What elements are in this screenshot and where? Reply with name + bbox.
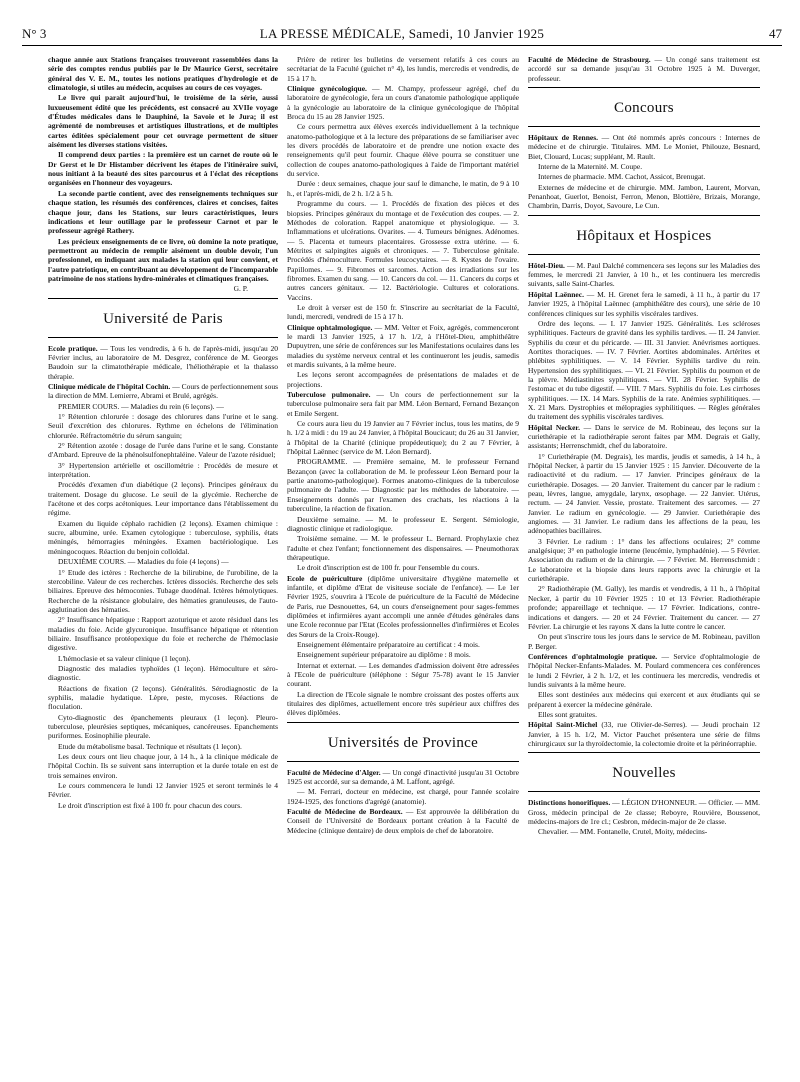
section-heading-hopitaux: Hôpitaux et Hospices — [576, 227, 712, 244]
paragraph: L'hémoclasie et sa valeur clinique (1 leçon). — [58, 653, 191, 663]
paragraph: Les deux cours ont lieu chaque jour, à 14 h., à la clinique médicale de l'hôpital Cochin. Ils se suivent sans interruption et la durée totale en est de trois semaines environ. — [48, 752, 278, 780]
news-item-title: Clinique gynécologique. — [287, 84, 367, 94]
paragraph: Internat et externat. — Les demandes d'admission doivent être adressées à l'Ecole de puériculture (téléphone : Ségur 75-78) avant le 15 Janvier courant. — [287, 660, 519, 689]
paragraph: La seconde partie contient, avec des renseignements techniques sur chaque station, les résumés des conférences, claires et concises, faites chaque jour, dans les Stations, sur leurs caractéristiques, leurs indications et leur outillage par le professeur Carnot et par le professeur agrégé Rathery. — [48, 188, 278, 236]
paragraph: 2° Insuffisance hépatique : Rapport azoturique et azote résiduel dans les maladies du foie. Acide glycuronique. Insuffisance hépatique et rétention biliaire. Insuffisance protéopexique du foie et recherche de l'hémoclasie digestive. — [48, 615, 278, 653]
section-heading-nouvelles: Nouvelles — [612, 765, 676, 782]
news-item-body: — Est approuvée la délibération du Conseil de l'Université de Bordeaux portant création à la Faculté de Médecine (clinique dentaire) de deux emplois de chef de laboratoire. — [287, 807, 519, 835]
paragraph: Le livre qui paraît aujourd'hui, le troisième de la série, aussi luxueusement édité que les précédents, est consacré au XVIIe voyage d'Études médicales dans le Dauphiné, la Savoie et le Jura; il est agrémenté de nombreuses et artistiques illustrations, et de multiples cartes éditées spécialement pour cet ouvrage permettent de situer aisément les diverses stations visitées. — [48, 93, 278, 150]
paragraph: chaque année aux Stations françaises trouveront rassemblées dans la série des comptes rendus publiés par le Dr Maurice Gerst, secrétaire général des V. E. M., toutes les notions pratiques d'hydrologie et de climatologie, si utiles au médecin, acquises au cours de ces voyages. — [48, 55, 278, 93]
paragraph: 3° Hypertension artérielle et oscillométrie : Procédés de mesure et interprétation. — [48, 460, 278, 480]
paragraph: — M. Ferrari, docteur en médecine, est chargé, pour l'année scolaire 1924-1925, des fonctions d'agrégé (anatomie). — [287, 787, 519, 806]
paragraph: DEUXIÈME COURS. — Maladies du foie (4 leçons) — — [58, 557, 229, 567]
news-item-title: Hôtel-Dieu. — [528, 260, 565, 270]
paragraph: Elles sont gratuites. — [538, 709, 597, 719]
page-header — [22, 0, 782, 40]
paragraph: Internes de pharmacie. MM. Cachot, Assicot, Brenugat. — [538, 172, 706, 182]
section-heading-concours: Concours — [614, 100, 674, 117]
paragraph: Les leçons seront accompagnées de présentations de malades et de projections. — [287, 370, 519, 389]
news-item-title: Ecole pratique. — [48, 343, 98, 353]
paragraph: Examen du liquide céphalo rachidien (2 leçons). Examen chimique : sucre, albumine, urée. Examen cytologique : tuberculose, syphilis, états méningés, hémorragies méningées. Examen bactériologique. Les méningocoques. Réaction du benjoin colloïdal. — [48, 518, 278, 556]
news-item-bordeaux — [287, 807, 519, 835]
news-item-title: Hôpital Saint-Michel — [528, 720, 598, 730]
journal-title: LA PRESSE MÉDICALE, Samedi, 10 Janvier 1925 — [259, 26, 545, 41]
news-item-body: — Cours de perfectionnement sous la direction de MM. Lemierre, Abrami et Brulé, agrégés. — [48, 381, 278, 401]
news-item-body: — MM. Velter et Foix, agrégés, commenceront le mardi 13 Janvier 1925, à 17 h. 1/2, à l'Hôtel-Dieu, amphithéâtre Dupuytren, une série de conférences sur les Manifestations oculaires dans les maladies du système nerveux central et les continueront les jeudis, samedis et mardis suivants, à la même heure. — [287, 322, 519, 369]
paragraph: PROGRAMME. — Première semaine, M. le professeur Fernand Bezançon (avec la collaboration de M. le professeur Léon Bernard pour la partie anatomo-pathologique). Formes anatomo-cliniques de la tuberculose pulmonaire de l'adulte. — Diagnostic par les méthodes de laboratoire. — Enseignements donnés par l'examen des crachats, les réactions à la tuberculine, la réaction de fixation. — [287, 457, 519, 514]
paragraph: Le cours commencera le lundi 12 Janvier 1925 et seront terminés le 4 Février. — [48, 781, 278, 800]
news-item-gynecologique — [287, 84, 519, 121]
news-item-body: — Un congé d'inactivité jusqu'au 31 Octobre 1925 est accordé, sur sa demande, à M. Laffont, agrégé. — [287, 767, 519, 787]
paragraph: Cyto-diagnostic des épanchements pleuraux (1 leçon). Pleuro-tuberculose, pleurésies septiques, mécaniques, cancéreuses. Epanchements puriformes. Eosinophilie pleurale. — [48, 712, 278, 741]
paragraph: 1° Curiethérapie (M. Degrais), les mardis, jeudis et samedis, à 14 h., à l'hôpital Necker, à partir du 15 Janvier 1925 : 15 Janvier. Découverte de la radioactivité et du radium. — 17 Janvier. Principes généraux de la curiethérapie. Dosages. — 20 Janvier. Traitement du cancer par le radium : peau, lèvres, langue, amygdale, larynx, œsophage. — 22 Janvier. Utérus, rectum. — 24 Janvier. Vessie, prostate. Traitement des sarcomes. — 27 Janvier. Le radium en gynécologie. — 29 Janvier. Curiethérapie des angiomes. — 31 Janvier. Le radium dans les affections de la peau, les adénopathies bacillaires. — [528, 451, 760, 536]
paragraph: PREMIER COURS. — Maladies du rein (6 leçons). — — [58, 401, 224, 411]
paragraph: 1° Etude des ictères : Recherche de la bilirubine, de l'urobiline, de la stercobiline. Valeur de ces recherches. Ictères dissociés. Recherche des sels biliaires. Epreuve des hémoconies. Tubage duodénal. Ictères hémolytiques. Recherche de la résistance globulaire, des hématies granuleuses, de l'auto-agglutination des hématies. — [48, 567, 278, 614]
paragraph: Le droit à verser est de 150 fr. S'inscrire au secrétariat de la Faculté, lundi, mercredi, vendredi de 15 à 17 h. — [287, 302, 519, 322]
page-number: 47 — [769, 26, 782, 41]
divider — [48, 298, 278, 299]
paragraph: Diagnostic des maladies typhoïdes (1 leçon). Hémoculture et séro-diagnostic. — [48, 663, 278, 683]
divider — [528, 752, 760, 753]
news-item-body: (diplôme universitaire d'hygiène maternelle et infantile, et diplôme d'Etat de visiteuse sociale de l'enfance). — Le 1er Février 1925, s'ouvrira à l'Ecole de puériculture de la Faculté de Médecine de Paris, rue Desnouettes, 64, un cours d'enseignement pour sages-femmes diplômées et infirmières ayant accompli une année d'études générales dans une Ecole reconnue par l'Etat (Ecoles professionnelles d'infirmières et Ecoles des Sœurs de la Croix-Rouge). — [287, 573, 519, 639]
paragraph: Prière de retirer les bulletins de versement relatifs à ces cours au secrétariat de la Faculté (guichet n° 4), les lundis, mercredis et vendredis, de 15 à 17 h. — [287, 55, 519, 83]
paragraph: Ce cours aura lieu du 19 Janvier au 7 Février inclus, tous les matins, de 9 h. 1/2 à midi : du 19 au 24 Janvier, à l'hôpital Boucicaut; du 26 au 31 Janvier, à l'hôpital de la Charité (clinique propédeutique); du 2 au 7 Février, à l'hôpital Laënnec (service de M. Léon Bernard). — [287, 419, 519, 457]
paragraph: 1° Rétention chlorurée : dosage des chlorures dans l'urine et le sang. Seuil d'excrétion des chlorures. Rythme en échelons de l'élimination chlorurée. Réfractométrie du sérum sanguin; — [48, 412, 278, 440]
news-item-title: Conférences d'ophtalmologie pratique. — [528, 651, 658, 661]
paragraph: Deuxième semaine. — M. le professeur E. Sergent. Sémiologie, diagnostic clinique et radiologique. — [287, 514, 519, 533]
paragraph: La direction de l'Ecole signale le nombre croissant des postes offerts aux titulaires des diplômes, actuellement encore très supérieur aux chiffres des élèves diplômées. — [287, 689, 519, 718]
column-3 — [528, 55, 760, 1077]
news-item-ecole-pratique — [48, 344, 278, 381]
paragraph: 2° Radiothérapie (M. Gally), les mardis et vendredis, à 11 h., à l'hôpital Necker, à partir du 10 Février 1925 : 10 et 13 Février. Radiothérapie profonde; appareillage et technique. — 17 Février. Indications, contre-indications et dangers. — 20 et 24 Février. Traitement du cancer. — 27 Février. La chirurgie et les rayons X dans la lutte contre le cancer. — [528, 584, 760, 631]
issue-number: N° 3 — [22, 26, 47, 41]
news-item-hotel-dieu — [528, 261, 760, 289]
news-item-title: Hôpitaux de Rennes. — [528, 133, 599, 143]
section-heading-universite-paris: Université de Paris — [103, 310, 223, 327]
news-item-body: — M. H. Grenet fera le samedi, à 11 h., à partir du 17 Janvier 1925, à l'hôpital Laënnec (amphithéâtre des cours), une série de 10 conférences cliniques sur les syphilis viscérales tardives. — [528, 289, 760, 318]
news-item-title: Clinique ophtalmologique. — [287, 322, 373, 332]
paragraph: Les précieux enseignements de ce livre, où domine la note pratique, permettront au médecin de remplir aisément un double devoir, l'un professionnel, en indiquant aux malades la station qui leur convient, et l'autre patriotique, en contribuant au développement de l'incomparable patrimoine de nos stations hydro-minérales et climatiques françaises. — [48, 236, 278, 283]
news-item-conferences-ophtalmo — [528, 652, 760, 689]
column-1 — [48, 55, 278, 1077]
news-item-body: — LÉGION D'HONNEUR. — Officier. — MM. Gross, médecin principal de 2e classe; Reboyre, Rouvière, Boussenot, médecins-majors de 1re cl.; Cesbron, médecin-major de 2e classe. — [528, 798, 760, 826]
divider — [287, 761, 519, 762]
divider — [528, 126, 760, 127]
paragraph: Troisième semaine. — M. le professeur L. Bernard. Prophylaxie chez l'adulte et chez l'enfant; fonctionnement des dispensaires. — Pneumothorax thérapeutique. — [287, 534, 519, 562]
paragraph: Réactions de fixation (2 leçons). Généralités. Sérodiagnostic de la syphilis, maladie hydatique. Lèpre, peste, mycoses. Réactions de floculation. — [48, 683, 278, 712]
news-item-body: — Tous les vendredis, à 6 h. de l'après-midi, jusqu'au 20 Février inclus, au laboratoire de M. Desgrez, conférence de M. Georges Baudoin sur la climatothérapie médicale, l'héliothérapie et la thalasso thérapie. — [48, 343, 278, 381]
news-item-alger — [287, 768, 519, 787]
paragraph: Procédés d'examen d'un diabétique (2 leçons). Principes généraux du traitement. Dosage du glucose. Le seuil de la glycémie. Recherche de l'acétone et des corps acétoniques. Leur importance dans l'établissement du régime. — [48, 480, 278, 518]
news-item-saint-michel — [528, 720, 760, 748]
paragraph: Interne de la Maternité. M. Coupe. — [538, 162, 643, 172]
signature: G. P. — [233, 284, 248, 294]
news-item-body: — Dans le service de M. Robineau, des leçons sur la curiethérapie et la radiothérapie seront faites par MM. Degrais et Gally, assistants; Herrenschmidt, chef du laboratoire. — [528, 422, 760, 451]
news-item-title: Clinique médicale de l'hôpital Cochin. — [48, 381, 171, 391]
divider — [528, 87, 760, 88]
divider — [528, 254, 760, 255]
paragraph: Programme du cours. — 1. Procédés de fixation des pièces et des biopsies. Principes généraux du montage et de l'exécution des coupes. — 2. Méthodes de coloration. Rappel anatomique et physiologique. — 3. Inflammations et ulcérations. Ovarites. — 4. Tumeurs bénignes. Adénomes. — 5. Placenta et tumeurs placentaires. Grossesse extra utérine. — 6. Métrites et salpingites aiguës et chroniques. — 7. Tuberculose génitale. Procédés d'hémoculture. Formules leucocytaires. — 8. Kystes de l'ovaire. Papillomes. — 9. Fibromes et sarcomes. Action des irradiations sur les fibromes. Examen du sang. — 10. Cancers du col. — 11. Cancers du corps et autres cancers génitaux. — 12. Bactériologie. Cultures et colorations. Vaccins. — [287, 199, 519, 302]
paragraph: On peut s'inscrire tous les jours dans le service de M. Robineau, pavillon P. Berger. — [528, 632, 760, 651]
paragraph: Il comprend deux parties : la première est un carnet de route où le Dr Gerst et le Dr Histamber décrivent les étapes de l'itinéraire suivi, nous initiant à la beauté des sites parcourus et à l'éclat des réceptions organisées en l'honneur des voyageurs. — [48, 150, 278, 188]
column-2 — [287, 55, 519, 1077]
news-item-puericulture — [287, 574, 519, 639]
paragraph: Ce cours permettra aux élèves exercés individuellement à la technique anatomo-pathologique et à la lecture des préparations de se familiariser avec les divers procédés de laboratoire et de prendre une notion exacte des renseignements qu'il peut fournir. Chaque élève pourra se constituer une collection de coupes anatomo-pathologiques à l'aide de l'important matériel du service. — [287, 122, 519, 179]
paragraph: Enseignement élémentaire préparatoire au certificat : 4 mois. — [297, 639, 480, 649]
paragraph: Chevalier. — MM. Fontanelle, Crutel, Moity, médecins- — [538, 827, 708, 837]
news-item-title: Distinctions honorifiques. — [528, 798, 611, 808]
news-item-cochin — [48, 382, 278, 401]
paragraph: Enseignement supérieur préparatoire au diplôme : 8 mois. — [297, 650, 471, 660]
news-item-rennes — [528, 133, 760, 161]
paragraph: Durée : deux semaines, chaque jour sauf le dimanche, le matin, de 9 à 10 h., et l'après-midi, de 2 h. 1/2 à 5 h. — [287, 179, 519, 198]
divider — [287, 722, 519, 723]
divider — [528, 791, 760, 792]
news-item-body: — Un cours de perfectionnement sur la tuberculose pulmonaire sera fait par MM. Léon Bernard, Fernand Bezançon et Emile Sergent. — [287, 390, 519, 418]
news-item-tuberculose — [287, 390, 519, 418]
section-heading-universites-province: Universités de Province — [327, 734, 479, 751]
news-item-laennec — [528, 290, 760, 318]
news-item-strasbourg — [528, 55, 760, 83]
paragraph: Elles sont destinées aux médecins qui exercent et aux étudiants qui se préparent à exercer la médecine générale. — [528, 690, 760, 709]
paragraph: Etude du métabolisme basal. Technique et résultats (1 leçon). — [58, 741, 242, 751]
paragraph: 2° Rétention azotée : dosage de l'urée dans l'urine et le sang. Constante d'Ambard. Epreuve de la phénolsulfonephtaléine. Valeur de l'azote résiduel; — [48, 441, 278, 460]
news-item-body: — Ont été nommés après concours : Internes de médecine et de chirurgie. Titulaires. MM. Le Moniet, Philouze, Besnard, Biet, Clouard, Lucas; suppléant, M. Rault. — [528, 133, 760, 161]
paragraph: 3 Février. Le radium : 1° dans les affections oculaires; 2° comme analgésique; 3° en pathologie interne (leucémie, lymphadénie). — 5 Février. Association du radium et de la chirurgie. — 7 Février. M. Herrenschmidt : Le laboratoire et la biopsie dans leurs rapports avec la chirurgie et la curiethérapie. — [528, 536, 760, 584]
news-item-necker — [528, 423, 760, 451]
news-item-ophtalmologique — [287, 323, 519, 370]
news-item-title: Faculté de Médecine de Bordeaux. — [287, 807, 403, 817]
news-item-title: Hôpital Laënnec. — [528, 289, 584, 299]
news-item-body: — Un congé sans traitement est accordé sur sa demande jusqu'au 31 Octobre 1925 à M. Duverger, professeur. — [528, 55, 760, 83]
news-item-title: Tuberculose pulmonaire. — [287, 390, 371, 400]
header-rule — [22, 45, 782, 46]
news-item-body: (33, rue Olivier-de-Serres). — Jeudi prochain 12 Janvier, à 15 h. 1/2, M. Victor Pauchet présentera une série de films chirurgicaux sur la thyroïdectomie, la colectomie droite et la périnéorraphie. — [528, 720, 760, 748]
news-item-title: Faculté de Médecine d'Alger. — [287, 767, 381, 777]
news-item-body: — M. Champy, professeur agrégé, chef du laboratoire de gynécologie, fera un cours d'anatomie pathologique appliquée à la gynécologie au laboratoire de la clinique gynécologique de l'hôpital Broca du 15 au 28 Janvier 1925. — [287, 84, 519, 122]
divider — [528, 215, 760, 216]
paragraph: Ordre des leçons. — I. 17 Janvier 1925. Généralités. Les scléroses syphilitiques. Facteurs de gravité dans les syphilis tardives. — II. 24 Janvier. Syphilis du cœur et du péricarde. — III. 31 Janvier. Anévrismes aortiques. Aortites thoraciques. — IV. 7 Février. Aortites abdominales. Artérites et phlébites syphilitiques. — V. 14 Février. Syphilis tardive du rein. Hypertension des syphilitiques. — VI. 21 Février. Syphilis du poumon et de la plèvre. Médiastinites syphilitiques. — VII. 28 Février. Syphilis de l'estomac et du tube digestif. — VIII. 7 Mars. Syphilis du foie. Les cirrhoses syphilitiques. — IX. 14 Mars. Syphilis de la rate. Anémies syphilitiques. — X. 21 Mars. Dystrophies et mélopragies syphilitiques. — Règles générales du traitement des syphilis viscérales tardives. — [528, 318, 760, 422]
news-item-title: Ecole de puériculture — [287, 573, 363, 583]
paragraph: Externes de médecine et de chirurgie. MM. Jambon, Laurent, Morvan, Penanhoat, Guerlot, Benoist, Ferron, Menon, Blottière, Brizais, Morange, Chambrin, Darris, Doyot, Savoure, Le Cun. — [528, 182, 760, 211]
paragraph: Le droit d'inscription est de 100 fr. pour l'ensemble du cours. — [297, 563, 480, 573]
news-item-title: Faculté de Médecine de Strasbourg. — [528, 55, 651, 64]
news-item-distinctions — [528, 798, 760, 826]
news-item-body: — Service d'ophtalmologie de l'hôpital Necker-Enfants-Malades. M. Poulard commencera ces conférences le lundi 2 Février, à 2 h. 1/2, et les continuera les mercredis, vendredis et lundis suivants à la même heure. — [528, 651, 760, 689]
divider — [48, 337, 278, 338]
paragraph: Le droit d'inscription est fixé à 100 fr. pour chacun des cours. — [58, 800, 243, 810]
news-item-body: — M. Paul Dalché commencera ses leçons sur les Maladies des femmes, le mercredi 21 Janvier, à 10 h., et les continuera les mercredis suivants, salle Saint-Charles. — [528, 260, 760, 289]
news-item-title: Hôpital Necker. — [528, 422, 580, 432]
